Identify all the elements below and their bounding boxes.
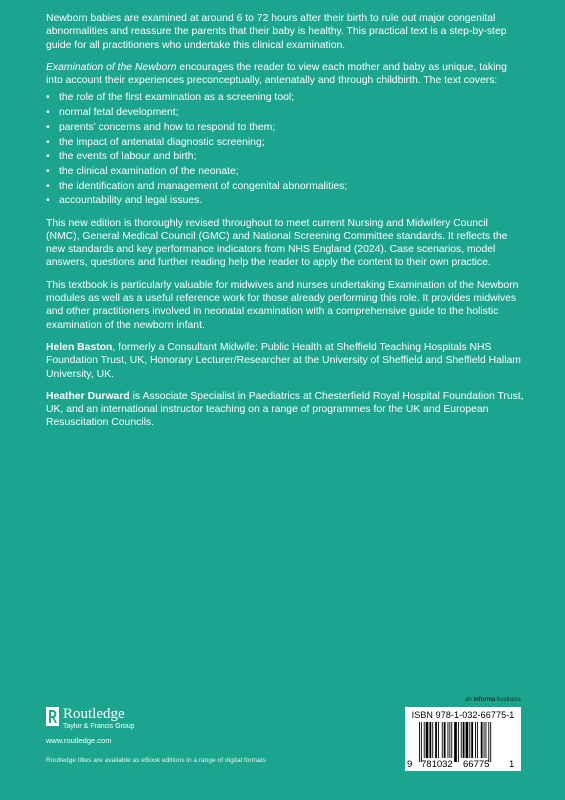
isbn-barcode (405, 707, 521, 771)
author-bio-baston: Helen Baston, formerly a Consultant Midwife: Public Health at Sheffield Teaching Hospitals NHS Foundation Trust, UK, Honorary Lecturer/Researcher at the University of Sheffield and Sheffield Hallam University, UK. (46, 341, 521, 380)
intro-paragraph: Newborn babies are examined at around 6 to 72 hours after their birth to rule out major congenital abnormalities and reassure the parents that their baby is healthy. This practical text is a step-by-step guide for all practitioners who undertake this clinical examination. (46, 13, 507, 51)
list-item: • the clinical examination of the neonate; (46, 165, 239, 177)
publisher-logo (46, 706, 246, 731)
list-item: • the events of labour and birth; (46, 151, 197, 163)
bullet-icon: • (46, 136, 50, 148)
bullet-icon: • (46, 92, 50, 104)
bullet-icon: • (46, 151, 50, 163)
barcode-digits-group1: 781032 (421, 759, 453, 770)
valuable-paragraph: This textbook is particularly valuable for midwives and nurses undertaking Examination of the Newborn modules as well as a useful reference work for those already performing this role. It provides midwives and other practitioners involved in neonatal examination with a comprehensive guide to the holistic examination of the newborn infant. (46, 279, 519, 331)
informa-brand: informa (473, 697, 496, 703)
publisher-block (46, 706, 246, 745)
publisher-group: Taylor & Francis Group (63, 723, 135, 730)
isbn-label: ISBN 978-1-032-66775-1 (411, 710, 515, 720)
bullet-icon: • (46, 165, 50, 177)
encourages-text: encourages the reader to view each mother and baby as unique, taking into account their experiences preconceptually, antenatally and through childbirth. The text covers: (46, 61, 507, 87)
blurb (46, 12, 524, 439)
list-item: • the role of the first examination as a screening tool; (46, 92, 295, 104)
routledge-logo-icon (46, 707, 59, 726)
barcode-add-on: 1 (509, 759, 515, 770)
list-item: • normal fetal development; (46, 107, 179, 119)
barcode-digit-lead: 9 (407, 759, 413, 770)
barcode-digits-group2: 66775 (463, 759, 490, 770)
bullet-icon: • (46, 180, 50, 192)
author-name: Helen Baston (46, 341, 113, 353)
barcode-icon (409, 722, 517, 762)
informa-note: an informa business (465, 697, 521, 703)
publisher-name: Routledge (63, 706, 125, 722)
list-item: • the identification and management of congenital abnormalities; (46, 180, 348, 192)
list-item: • parents’ concerns and how to respond to them; (46, 121, 276, 133)
bullet-icon: • (46, 107, 50, 119)
list-item: • accountability and legal issues. (46, 195, 203, 207)
list-item: • the impact of antenatal diagnostic screening; (46, 136, 265, 148)
bullet-icon: • (46, 121, 50, 133)
book-title: Examination of the Newborn (46, 61, 177, 73)
covers-list (46, 91, 524, 207)
author-name: Heather Durward (46, 390, 130, 402)
encourages-paragraph (46, 61, 524, 88)
author-bio-durward: Heather Durward is Associate Specialist in Paediatrics at Chesterfield Royal Hospital Foundation Trust, UK, and an international instructor teaching on a range of programmes for the UK and European Resuscitation Councils. (46, 390, 524, 429)
bullet-icon: • (46, 195, 50, 207)
publisher-url[interactable]: www.routledge.com (46, 736, 112, 745)
ebook-note: Routledge titles are available as eBook editions in a range of digital formats (46, 757, 266, 764)
edition-paragraph: This new edition is thoroughly revised throughout to meet current Nursing and Midwifery Council (NMC), General Medical Council (GMC) and National Screening Committee standards. It reflects the new standards and key performance indicators from NHS England (2024). Case scenarios, model answers, questions and further reading help the reader to apply the content to their own practice. (46, 217, 508, 269)
